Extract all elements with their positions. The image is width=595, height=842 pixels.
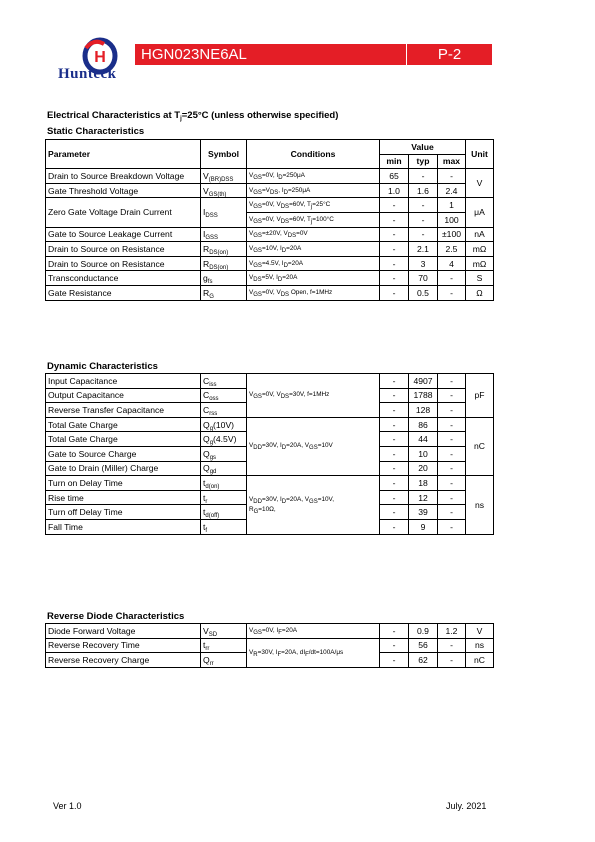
max: - [438, 476, 466, 491]
min: - [380, 653, 409, 668]
conditions: $V_R=30V$, $I_F=20A$, $dI_F/dt=100A/\mu s$ [247, 638, 380, 667]
col-typ: typ [409, 154, 438, 169]
symbol: $V_{(BR)DSS}$ [201, 169, 247, 184]
conditions: $V_{GS}=0V$, $V_{DS}=30V$, f=1MHz [247, 374, 380, 418]
max: 2.4 [438, 183, 466, 198]
col-value: Value [380, 140, 466, 155]
typ: 39 [409, 505, 438, 520]
unit: mΩ [466, 256, 494, 271]
unit: nC [466, 417, 494, 475]
param: Total Gate Charge [46, 432, 201, 447]
min: - [380, 446, 409, 461]
max: - [438, 374, 466, 389]
typ: 4907 [409, 374, 438, 389]
symbol: $C_{oss}$ [201, 388, 247, 403]
table-row [46, 476, 494, 491]
typ: 9 [409, 519, 438, 534]
symbol: $Q_g(10V)$ [201, 417, 247, 432]
max: 1.2 [438, 624, 466, 639]
table-row [46, 624, 494, 639]
table-row [46, 169, 494, 184]
col-symbol: Symbol [201, 140, 247, 169]
col-conditions: Conditions [247, 140, 380, 169]
typ: - [409, 169, 438, 184]
param: Drain to Source on Resistance [46, 242, 201, 257]
param: Reverse Transfer Capacitance [46, 403, 201, 418]
page-number: P-2 [437, 46, 462, 63]
param: Input Capacitance [46, 374, 201, 389]
param: Turn on Delay Time [46, 476, 201, 491]
max: - [438, 461, 466, 476]
diode-table [45, 623, 494, 668]
conditions: $V_{DD}=30V$, $I_D=20A$, $V_{GS}=10V$ [247, 417, 380, 475]
symbol: $Q_{gd}$ [201, 461, 247, 476]
symbol: $t_{d(on)}$ [201, 476, 247, 491]
min: - [380, 403, 409, 418]
conditions: $V_{DD}=30V$, $I_D=20A$, $V_{GS}=10V$, $R_G=10\Omega$, [247, 476, 380, 534]
max: - [438, 403, 466, 418]
typ: 128 [409, 403, 438, 418]
min: - [380, 374, 409, 389]
conditions: $V_{GS}=0V$, $I_F=20A$ [247, 624, 380, 639]
col-unit: Unit [466, 140, 494, 169]
typ: 56 [409, 638, 438, 653]
symbol: $t_f$ [201, 519, 247, 534]
table-row [46, 198, 494, 213]
min: - [380, 505, 409, 520]
min: - [380, 476, 409, 491]
logo-text: Hunteck [58, 66, 117, 82]
param: Gate to Source Leakage Current [46, 227, 201, 242]
symbol: $t_{d(off)}$ [201, 505, 247, 520]
col-min: min [380, 154, 409, 169]
max: - [438, 285, 466, 300]
unit: pF [466, 374, 494, 418]
param: Gate to Drain (Miller) Charge [46, 461, 201, 476]
typ: 18 [409, 476, 438, 491]
footer-version: Ver 1.0 [53, 801, 82, 811]
conditions: $V_{GS}=0V$, $V_{DS}$ Open, f=1MHz [247, 285, 380, 300]
typ: 1.6 [409, 183, 438, 198]
typ: 0.5 [409, 285, 438, 300]
dynamic-table [45, 373, 494, 535]
typ: 70 [409, 271, 438, 286]
header-bar [135, 44, 492, 65]
param: Fall Time [46, 519, 201, 534]
min: - [380, 461, 409, 476]
min: 1.0 [380, 183, 409, 198]
param: Output Capacitance [46, 388, 201, 403]
unit: S [466, 271, 494, 286]
typ: 12 [409, 490, 438, 505]
static-title: Static Characteristics [47, 126, 145, 137]
symbol: $R_{DS(on)}$ [201, 242, 247, 257]
min: - [380, 198, 409, 213]
typ: - [409, 198, 438, 213]
unit: μA [466, 198, 494, 227]
min: - [380, 256, 409, 271]
symbol: $I_{GSS}$ [201, 227, 247, 242]
min: - [380, 212, 409, 227]
electrical-title: Electrical Characteristics at $T_j=25^\circ C$ (unless otherwise specified) [47, 110, 339, 122]
table-row [46, 417, 494, 432]
symbol: $t_{rr}$ [201, 638, 247, 653]
min: - [380, 271, 409, 286]
min: - [380, 285, 409, 300]
typ: 44 [409, 432, 438, 447]
col-parameter: Parameter [46, 140, 201, 169]
param: Total Gate Charge [46, 417, 201, 432]
max: 2.5 [438, 242, 466, 257]
typ: 2.1 [409, 242, 438, 257]
table-row [46, 374, 494, 389]
min: - [380, 388, 409, 403]
table-row [46, 271, 494, 286]
table-row [46, 183, 494, 198]
symbol: $V_{GS(th)}$ [201, 183, 247, 198]
symbol: $C_{rss}$ [201, 403, 247, 418]
min: - [380, 432, 409, 447]
conditions: $V_{GS}=0V$, $V_{DS}=60V$, $T_j=100^\circ C$ [247, 212, 380, 227]
footer-date: July. 2021 [446, 801, 487, 811]
param: Zero Gate Voltage Drain Current [46, 198, 201, 227]
table-row [46, 256, 494, 271]
symbol: $Q_{rr}$ [201, 653, 247, 668]
min: - [380, 624, 409, 639]
symbol: $R_{DS(on)}$ [201, 256, 247, 271]
min: - [380, 227, 409, 242]
param: Gate Threshold Voltage [46, 183, 201, 198]
conditions: $V_{GS}=\pm 20V$, $V_{DS}=0V$ [247, 227, 380, 242]
param: Drain to Source on Resistance [46, 256, 201, 271]
symbol: $Q_{gs}$ [201, 446, 247, 461]
col-max: max [438, 154, 466, 169]
min: - [380, 490, 409, 505]
min: - [380, 417, 409, 432]
typ: - [409, 227, 438, 242]
symbol: $g_{fs}$ [201, 271, 247, 286]
static-table [45, 139, 494, 301]
unit: mΩ [466, 242, 494, 257]
symbol: $t_r$ [201, 490, 247, 505]
max: - [438, 169, 466, 184]
typ: 0.9 [409, 624, 438, 639]
param: Diode Forward Voltage [46, 624, 201, 639]
min: 65 [380, 169, 409, 184]
param: Rise time [46, 490, 201, 505]
max: 1 [438, 198, 466, 213]
table-row [46, 638, 494, 653]
max: - [438, 653, 466, 668]
typ: 20 [409, 461, 438, 476]
param: Reverse Recovery Charge [46, 653, 201, 668]
min: - [380, 519, 409, 534]
unit: nA [466, 227, 494, 242]
symbol: $C_{iss}$ [201, 374, 247, 389]
max: - [438, 271, 466, 286]
conditions: $V_{GS}=0V$, $I_D=250\mu A$ [247, 169, 380, 184]
unit: V [466, 169, 494, 198]
unit: V [466, 624, 494, 639]
symbol: $V_{SD}$ [201, 624, 247, 639]
symbol: $I_{DSS}$ [201, 198, 247, 227]
conditions: $V_{GS}=10V$, $I_D=20A$ [247, 242, 380, 257]
max: - [438, 388, 466, 403]
param: Gate to Source Charge [46, 446, 201, 461]
symbol: $R_G$ [201, 285, 247, 300]
param: Transconductance [46, 271, 201, 286]
max: - [438, 490, 466, 505]
max: - [438, 446, 466, 461]
max: - [438, 432, 466, 447]
param: Gate Resistance [46, 285, 201, 300]
param: Drain to Source Breakdown Voltage [46, 169, 201, 184]
param: Reverse Recovery Time [46, 638, 201, 653]
max: - [438, 519, 466, 534]
typ: - [409, 212, 438, 227]
unit: ns [466, 638, 494, 653]
typ: 86 [409, 417, 438, 432]
conditions: $V_{GS}=4.5V$, $I_D=20A$ [247, 256, 380, 271]
table-row [46, 227, 494, 242]
conditions: $V_{DS}=5V$, $I_D=20A$ [247, 271, 380, 286]
min: - [380, 638, 409, 653]
min: - [380, 242, 409, 257]
unit: ns [466, 476, 494, 534]
unit: Ω [466, 285, 494, 300]
max: - [438, 417, 466, 432]
typ: 3 [409, 256, 438, 271]
conditions: $V_{GS}=0V$, $V_{DS}=60V$, $T_j=25^\circ C$ [247, 198, 380, 213]
conditions: $V_{GS}=V_{DS}$, $I_D=250\mu A$ [247, 183, 380, 198]
table-row [46, 242, 494, 257]
dynamic-title: Dynamic Characteristics [47, 361, 158, 372]
typ: 62 [409, 653, 438, 668]
typ: 10 [409, 446, 438, 461]
diode-title: Reverse Diode Characteristics [47, 611, 185, 622]
max: ±100 [438, 227, 466, 242]
max: 100 [438, 212, 466, 227]
svg-text:H: H [94, 49, 106, 66]
symbol: $Q_g(4.5V)$ [201, 432, 247, 447]
max: 4 [438, 256, 466, 271]
table-row [46, 285, 494, 300]
model-number: HGN023NE6AL [135, 44, 407, 65]
max: - [438, 638, 466, 653]
max: - [438, 505, 466, 520]
unit: nC [466, 653, 494, 668]
typ: 1788 [409, 388, 438, 403]
param: Turn off Delay Time [46, 505, 201, 520]
